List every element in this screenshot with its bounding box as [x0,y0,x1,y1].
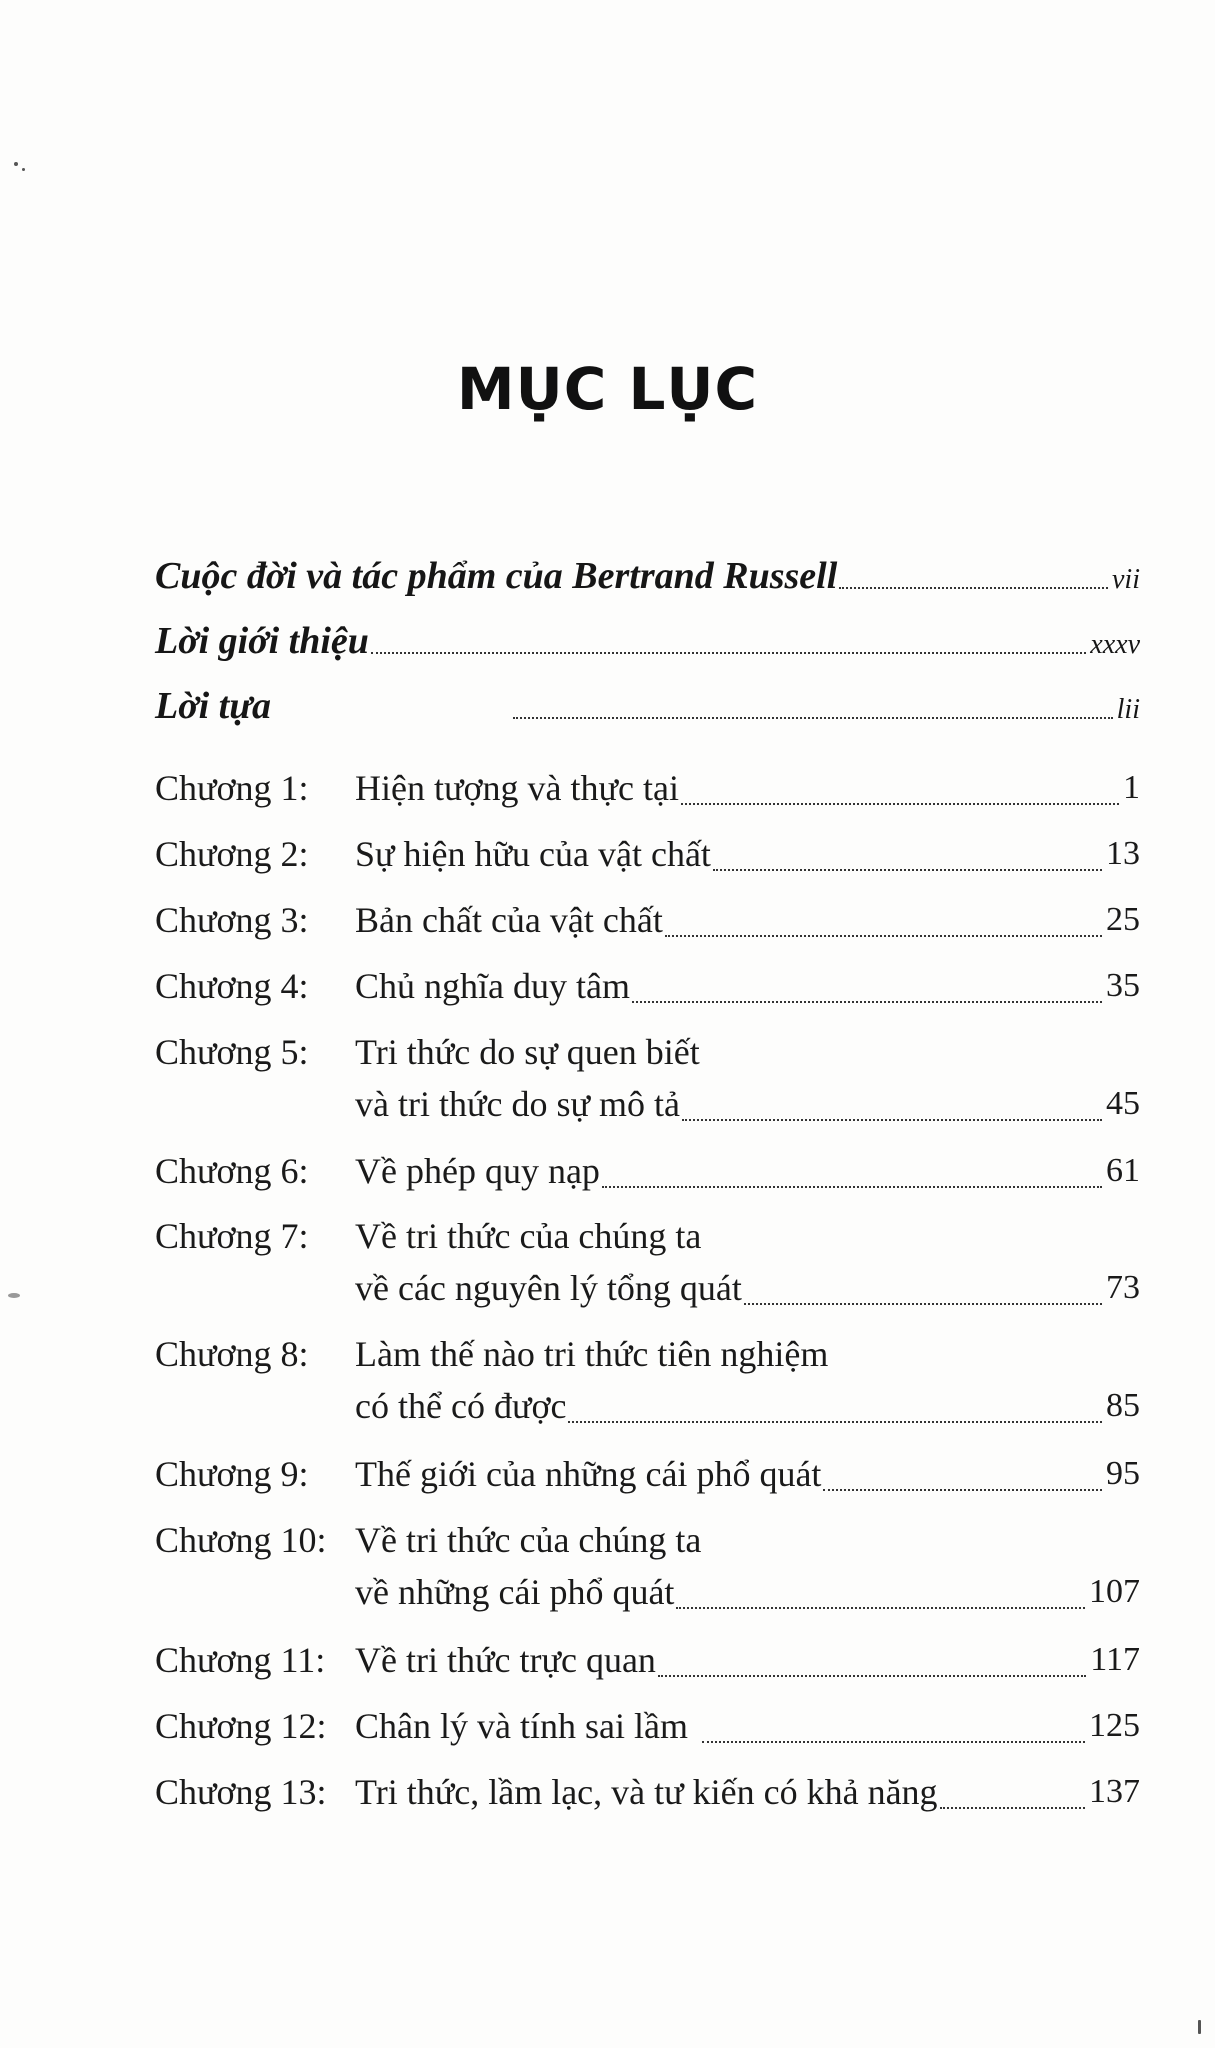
chapter-title: Sự hiện hữu của vật chất [355,834,711,874]
chapter-number: Chương 13: [155,1772,327,1812]
toc-front-entry[interactable] [155,538,1140,598]
toc-chapter-entry[interactable] [155,960,1140,1012]
toc-page-number: 73 [1106,1269,1140,1306]
toc-chapter-entry[interactable] [155,1634,1140,1686]
toc-page-number: lii [1116,694,1140,725]
chapter-title: Chân lý và tính sai lầm [355,1706,688,1746]
toc-chapter-entry[interactable] [155,1145,1140,1197]
toc-chapter-entry[interactable] [155,762,1140,814]
toc-page-number: 95 [1106,1455,1140,1492]
chapter-number: Chương 2: [155,834,309,874]
dot-leader [839,587,1108,589]
toc-page-number: 85 [1106,1387,1140,1424]
chapter-number: Chương 5: [155,1032,309,1072]
chapter-number: Chương 9: [155,1454,309,1494]
chapter-number: Chương 8: [155,1334,309,1374]
chapter-number: Chương 7: [155,1216,309,1256]
dot-leader [665,935,1102,937]
chapter-title: Làm thế nào tri thức tiên nghiệm [355,1334,829,1374]
page-title: MỤC LỤC [456,355,759,423]
chapter-title: Thế giới của những cái phổ quát [355,1454,822,1494]
toc-chapter-entry[interactable] [155,894,1140,946]
chapter-title: Về phép quy nạp [355,1151,600,1191]
dot-leader [940,1807,1085,1809]
dot-leader [713,869,1102,871]
dot-leader [632,1001,1102,1003]
chapter-title: Về tri thức của chúng ta [355,1216,702,1256]
toc-entry-label: Cuộc đời và tác phẩm của Bertrand Russell [155,555,838,597]
toc-page-number: 45 [1106,1085,1140,1122]
chapter-title-continued: có thể có được [355,1386,567,1426]
toc-entry-label: Lời giới thiệu [155,620,369,662]
chapter-title: Tri thức do sự quen biết [355,1032,700,1072]
toc-page-number: 25 [1106,901,1140,938]
toc-chapter-entry[interactable] [155,1514,1140,1618]
chapter-title: Hiện tượng và thực tại [355,768,679,808]
scan-speck [22,168,25,171]
dot-leader [823,1489,1102,1491]
chapter-title-continued: về các nguyên lý tổng quát [355,1268,742,1308]
toc-chapter-entry[interactable] [155,1766,1140,1818]
chapter-title: Chủ nghĩa duy tâm [355,966,630,1006]
dot-leader [702,1741,1085,1743]
chapter-number: Chương 10: [155,1520,327,1560]
dot-leader [658,1675,1086,1677]
toc-chapter-entry[interactable] [155,1210,1140,1314]
scan-speck [1198,2020,1201,2034]
toc-entry-label: Lời tựa [155,685,271,727]
dot-leader [371,652,1086,654]
chapter-title: Về tri thức của chúng ta [355,1520,702,1560]
chapter-number: Chương 1: [155,768,309,808]
chapter-title: Về tri thức trực quan [355,1640,656,1680]
dot-leader [681,803,1119,805]
toc-page-number: 13 [1106,835,1140,872]
toc-chapter-entry[interactable] [155,828,1140,880]
dot-leader [682,1119,1102,1121]
toc-front-entry[interactable] [155,668,1140,728]
toc-page-number: 117 [1090,1641,1140,1678]
toc-chapter-entry[interactable] [155,1026,1140,1130]
toc-page-number: 125 [1089,1707,1140,1744]
chapter-title: Bản chất của vật chất [355,900,663,940]
dot-leader [676,1607,1085,1609]
toc-page-number: 107 [1089,1573,1140,1610]
dot-leader [568,1421,1102,1423]
dot-leader [513,717,1113,719]
scan-speck [8,1293,20,1298]
scan-speck [14,162,18,166]
toc-chapter-entry[interactable] [155,1700,1140,1752]
chapter-number: Chương 6: [155,1151,309,1191]
chapter-number: Chương 12: [155,1706,327,1746]
chapter-title: Tri thức, lầm lạc, và tư kiến có khả năng [355,1772,938,1812]
toc-page-number: xxxv [1090,629,1140,660]
dot-leader [602,1186,1102,1188]
dot-leader [744,1303,1102,1305]
toc-page-number: 35 [1106,967,1140,1004]
toc-page-number: vii [1112,564,1140,595]
chapter-number: Chương 4: [155,966,309,1006]
chapter-number: Chương 3: [155,900,309,940]
toc-page-number: 1 [1123,769,1140,806]
toc-page-number: 61 [1106,1152,1140,1189]
toc-page-number: 137 [1089,1773,1140,1810]
toc-front-entry[interactable] [155,603,1140,663]
toc-chapter-entry[interactable] [155,1328,1140,1432]
chapter-title-continued: và tri thức do sự mô tả [355,1084,680,1124]
chapter-number: Chương 11: [155,1640,326,1680]
toc-chapter-entry[interactable] [155,1448,1140,1500]
chapter-title-continued: về những cái phổ quát [355,1572,675,1612]
